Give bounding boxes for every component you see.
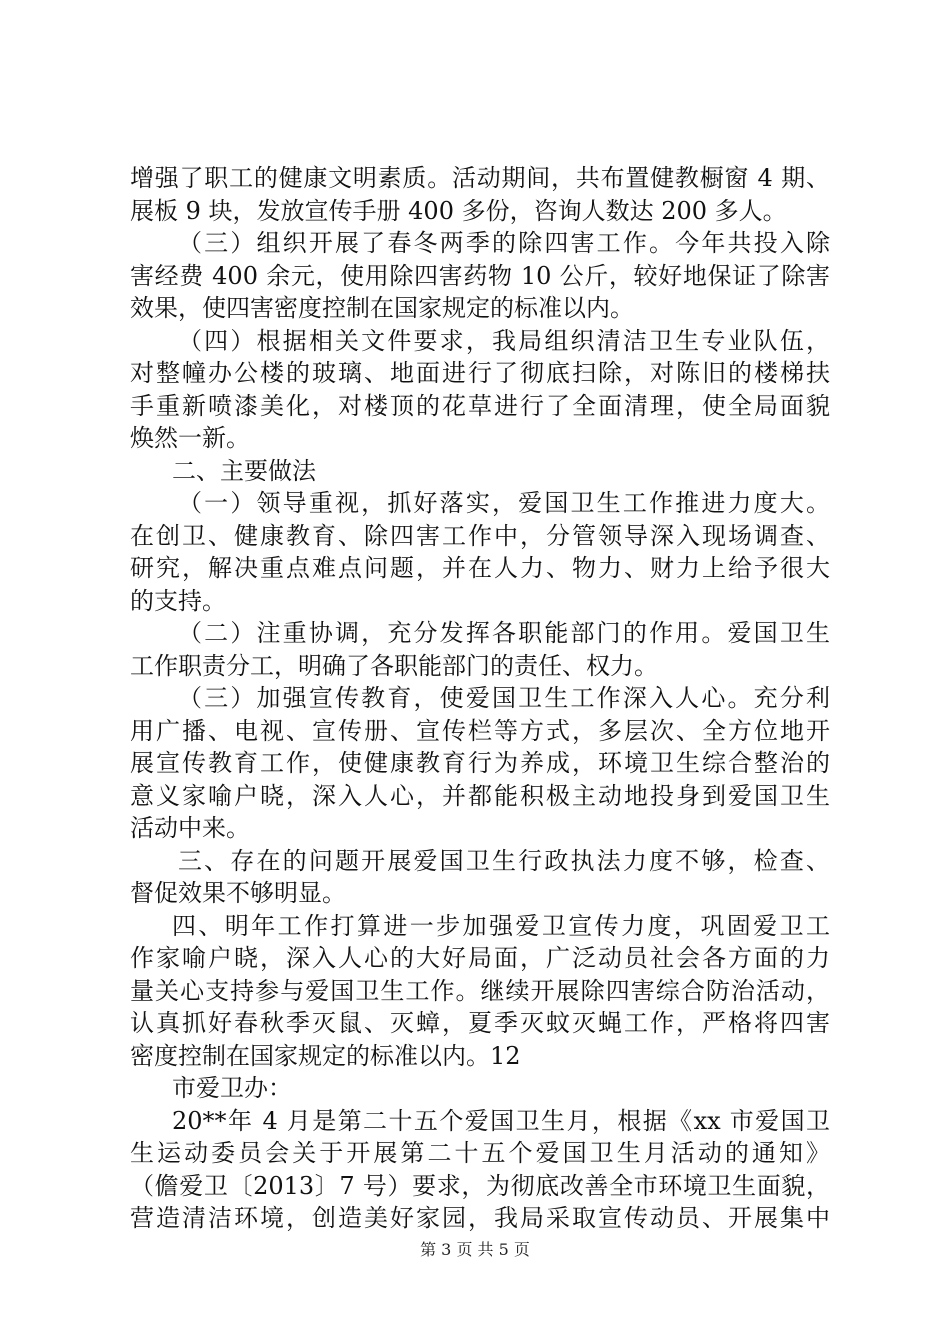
text-line: 四、明年工作打算进一步加强爱卫宣传力度，巩固爱卫工 bbox=[172, 911, 830, 940]
text-line: 效果，使四害密度控制在国家规定的标准以内。 bbox=[130, 294, 634, 322]
text-line: 展宣传教育工作，使健康教育行为养成，环境卫生综合整治的 bbox=[130, 749, 830, 777]
text-line: 20**年 4 月是第二十五个爱国卫生月，根据《xx 市爱国卫 bbox=[172, 1106, 830, 1135]
text-line: 活动中来。 bbox=[130, 814, 250, 842]
text-line: 对整幢办公楼的玻璃、地面进行了彻底扫除，对陈旧的楼梯扶 bbox=[130, 359, 830, 387]
text-line: 在创卫、健康教育、除四害工作中，分管领导深入现场调查、 bbox=[130, 521, 830, 550]
text-line: 意义家喻户晓，深入人心，并都能积极主动地投身到爱国卫生 bbox=[130, 781, 830, 810]
text-line: （二）注重协调，充分发挥各职能部门的作用。爱国卫生 bbox=[178, 619, 830, 647]
document-body bbox=[130, 162, 830, 1235]
text-line: 用广播、电视、宣传册、宣传栏等方式，多层次、全方位地开 bbox=[130, 716, 830, 745]
text-line: （四）根据相关文件要求，我局组织清洁卫生专业队伍， bbox=[178, 326, 830, 355]
text-line: 增强了职工的健康文明素质。活动期间，共布置健教橱窗 4 期、 bbox=[130, 164, 830, 192]
text-line: （三）加强宣传教育，使爱国卫生工作深入人心。充分利 bbox=[178, 684, 830, 712]
text-line: 研究，解决重点难点问题，并在人力、物力、财力上给予很大 bbox=[130, 554, 830, 582]
text-line: 害经费 400 余元，使用除四害药物 10 公斤，较好地保证了除害 bbox=[130, 261, 830, 290]
text-line: 工作职责分工，明确了各职能部门的责任、权力。 bbox=[130, 651, 658, 680]
text-line: 量关心支持参与爱国卫生工作。继续开展除四害综合防治活动， bbox=[130, 976, 830, 1005]
text-line: 督促效果不够明显。 bbox=[130, 879, 346, 907]
text-line: 认真抓好春秋季灭鼠、灭蟑，夏季灭蚊灭蝇工作，严格将四害 bbox=[130, 1009, 830, 1037]
text-line: 展板 9 块，发放宣传手册 400 多份，咨询人数达 200 多人。 bbox=[130, 196, 787, 225]
text-line: （一）领导重视，抓好落实，爱国卫生工作推进力度大。 bbox=[178, 489, 830, 517]
text-line: 市爱卫办： bbox=[172, 1074, 292, 1102]
text-line: （儋爱卫〔2013〕7 号）要求，为彻底改善全市环境卫生面貌， bbox=[130, 1171, 830, 1200]
text-line: 二、主要做法 bbox=[172, 456, 316, 485]
text-line: 手重新喷漆美化，对楼顶的花草进行了全面清理，使全局面貌 bbox=[130, 391, 830, 420]
text-line: 作家喻户晓，深入人心的大好局面，广泛动员社会各方面的力 bbox=[130, 944, 830, 972]
text-line: 营造清洁环境，创造美好家园，我局采取宣传动员、开展集中 bbox=[130, 1204, 830, 1232]
text-line: 焕然一新。 bbox=[130, 424, 250, 452]
text-line: 密度控制在国家规定的标准以内。12 bbox=[130, 1041, 521, 1070]
text-line: 三、存在的问题开展爱国卫生行政执法力度不够，检查、 bbox=[178, 846, 830, 875]
text-line: 生运动委员会关于开展第二十五个爱国卫生月活动的通知》 bbox=[130, 1139, 830, 1167]
page-footer: 第 3 页 共 5 页 bbox=[420, 1240, 530, 1259]
text-line: （三）组织开展了春冬两季的除四害工作。今年共投入除 bbox=[178, 229, 830, 257]
text-line: 的支持。 bbox=[130, 586, 226, 615]
